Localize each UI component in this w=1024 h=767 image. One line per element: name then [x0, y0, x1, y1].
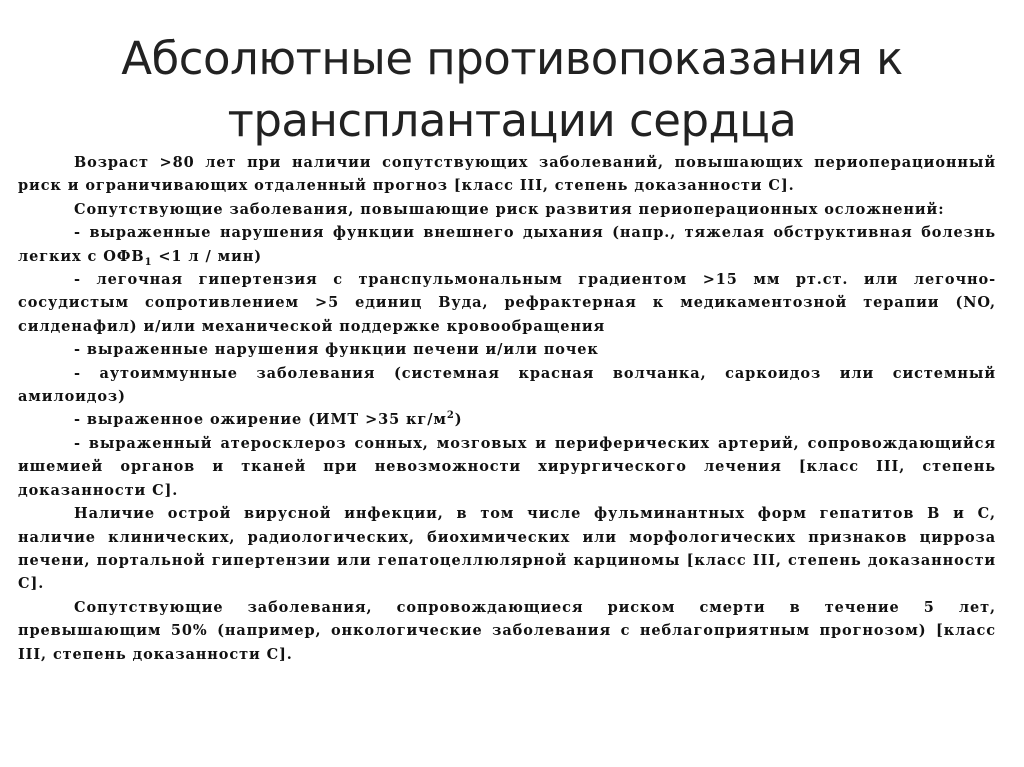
paragraph-text: Наличие острой вирусной инфекции, в том числе фульминантных форм гепатитов В и С, наличие клинических, радиологических, биохимических или морфологических признаков цирроза печени, портальной гипертензии или гепатоцеллюлярной карциномы [класс III, степень доказанности С]. — [18, 505, 996, 593]
list-item-obesity — [18, 408, 996, 431]
paragraph-age — [18, 151, 996, 198]
superscript: 2 — [446, 410, 455, 422]
slide-title-line-1: Абсолютные противопоказания к — [121, 32, 903, 85]
paragraph-text: - выраженные нарушения функции внешнего дыхания (напр., тяжелая обструктивная болезнь легких с ОФВ — [18, 224, 996, 265]
list-item-respiratory — [18, 221, 996, 268]
list-item-autoimmune — [18, 362, 996, 409]
paragraph-comorbidities-intro — [18, 198, 996, 221]
paragraph-text: - аутоиммунные заболевания (системная красная волчанка, саркоидоз или системный амилоидоз) — [18, 364, 996, 406]
paragraph-text: Сопутствующие заболевания, сопровождающиеся риском смерти в течение 5 лет, превышающим 50% (например, онкологические заболевания с неблагоприятным прогнозом) [класс III, степень доказанности С]. — [18, 598, 996, 663]
subscript: 1 — [144, 256, 153, 268]
paragraph-text-tail: <1 л / мин) — [152, 247, 263, 265]
paragraph-mortality-risk — [18, 596, 996, 666]
paragraph-text: Сопутствующие заболевания, повышающие риск развития периоперационных осложнений: — [74, 200, 945, 218]
list-item-pulmonary-hypertension — [18, 268, 996, 338]
list-item-atherosclerosis — [18, 432, 996, 502]
slide-title — [40, 28, 984, 152]
slide-title-line-2: трансплантации сердца — [227, 94, 797, 147]
paragraph-text: - выраженные нарушения функции печени и/или почек — [74, 341, 599, 359]
paragraph-text: Возраст >80 лет при наличии сопутствующих заболеваний, повышающих периоперационный риск и ограничивающих отдаленный прогноз [класс III, степень доказанности С]. — [18, 154, 996, 195]
paragraph-text: - легочная гипертензия с транспульмональным градиентом >15 мм рт.ст. или легочно-сосудистым сопротивлением >5 единиц Вуда, рефрактерная к медикаментозной терапии (NO, силденафил) и/или механической поддержке кровообращения — [18, 271, 996, 335]
list-item-liver-kidney — [18, 338, 996, 361]
contraindications-text — [18, 151, 996, 666]
paragraph-text: - выраженный атеросклероз сонных, мозговых и периферических артерий, сопровождающийся ишемией органов и тканей при невозможности хирургического лечения [класс III, степень доказанности С]. — [18, 434, 996, 499]
paragraph-text: - выраженное ожирение (ИМТ >35 кг/м — [74, 411, 447, 429]
paragraph-text-tail: ) — [454, 411, 463, 429]
paragraph-viral-infection — [18, 502, 996, 596]
